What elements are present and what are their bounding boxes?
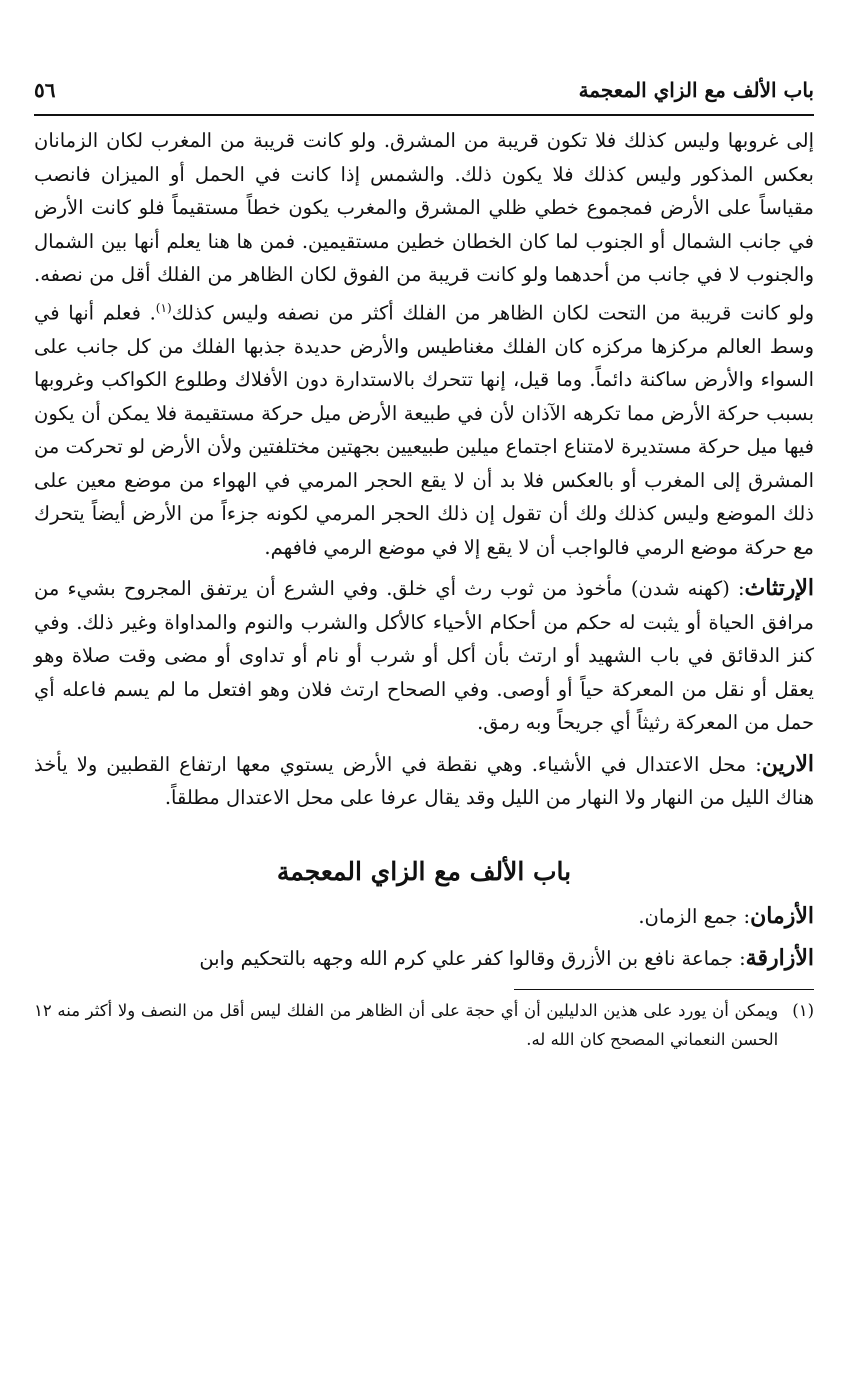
entry-text: : جماعة نافع بن الأزرق وقالوا كفر علي كرم الله وجهه بالتحكيم وابن xyxy=(199,946,746,970)
page-number: ٥٦ xyxy=(34,78,56,102)
body-text xyxy=(34,124,814,975)
section-title: باب الألف مع الزاي المعجمة xyxy=(276,856,572,886)
paragraph-text: إلى غروبها وليس كذلك فلا تكون قريبة من المشرق. ولو كانت قريبة من المغرب لكان الزمانان بعكس المذكور وليس كذلك فلا يكون ذلك. والشمس إذا كانت في الحمل أو الميزان فانصب مقياساً على الأرض فمجموع خطي ظلي المشرق والمغرب يكون خطاً مستقيماً فلو كانت الأرض في جانب الشمال أو الجنوب لما كان الخطان خطين مستقيمين. فمن ها هنا يعلم أنها بين الشمال والجنوب لا في جانب من أحدهما ولو كانت قريبة من الفوق لكان الظاهر من الفلك أقل من نصفه. ولو كانت قريبة من التحت لكان الظاهر من الفلك أكثر من نصفه وليس كذلك xyxy=(34,129,814,324)
page-header xyxy=(34,68,814,112)
entry-text: : جمع الزمان. xyxy=(638,905,751,928)
entry-azman xyxy=(34,900,814,934)
entry-term: الإرتثاث xyxy=(744,575,814,601)
page xyxy=(34,68,814,1054)
footnote-reference[interactable]: (١) xyxy=(155,300,172,315)
entry-term: الارين xyxy=(761,750,814,777)
running-title: باب الألف مع الزاي المعجمة xyxy=(578,78,814,102)
entry-arin xyxy=(34,748,814,815)
footnote xyxy=(34,996,814,1054)
footnote-rule xyxy=(514,989,814,990)
entry-irtithath xyxy=(34,572,814,740)
entry-text: : محل الاعتدال في الأشياء. وهي نقطة في الأرض يستوي معها ارتفاع القطبين ولا يأخذ هناك الليل من النهار ولا النهار من الليل وقد يقال عرفا على محل الاعتدال مطلقاً. xyxy=(34,752,814,809)
entry-term: الأزمان xyxy=(750,903,814,929)
paragraph-continued xyxy=(34,124,814,564)
entry-azariqa xyxy=(34,942,814,976)
paragraph-text: . فعلم أنها في وسط العالم مركزها مركزه كان الفلك مغناطيس والأرض حديدة جذبها الفلك من كل جانب على السواء والأرض ساكنة دائماً. وما قيل، إنها تتحرك بالاستدارة دون الأفلاك وطلوع الكواكب وغروبها بسبب حركة الأرض مما تكرهه الآذان لأن في طبيعة الأرض ميل حركة مستقيمة فلا يمكن أن يكون فيها ميل حركة مستديرة لامتناع اجتماع ميلين طبيعيين بجهتين مختلفتين ولأن الأرض لو تحركت من المشرق إلى المغرب أو بالعكس فلا بد أن لا يقع الحجر المرمي في الهواء من موضع معين على ذلك الموضع وليس كذلك ولك أن تقول إن ذلك الحجر المرمي لكونه جزءاً من الأرض أيضاً يتحرك مع حركة موضع الرمي فالواجب أن لا يقع إلا في موضع الرمي فافهم. xyxy=(34,301,814,559)
footnote-number: (١) xyxy=(792,1001,814,1020)
header-rule xyxy=(34,114,814,116)
entry-text: : (كهنه شدن) مأخوذ من ثوب رث أي خلق. وفي الشرع أن يرتفق المجروح بشيء من مرافق الحياة أو يثبت له حكم من أحكام الأحياء كالأكل والشرب والنوم والمداواة وغير ذلك. وفي كنز الدقائق في باب الشهيد أو ارتث بأن أكل أو شرب أو نام أو تداوى أو مضى وقت صلاة وهو يعقل أو نقل من المعركة حياً أو أوصى. وفي الصحاح ارتث فلان وهو افتعل ما لم يسم فاعله أي حمل من المعركة رثيثاً أي جريحاً وبه رمق. xyxy=(34,577,814,734)
footnote-text: ويمكن أن يورد على هذين الدليلين أن أي حجة على أن الظاهر من الفلك ليس أقل من النصف ولا أكثر منه ١٢ الحسن النعماني المصحح كان الله له. xyxy=(34,1001,779,1049)
entry-term: الأزارقة xyxy=(745,944,814,971)
